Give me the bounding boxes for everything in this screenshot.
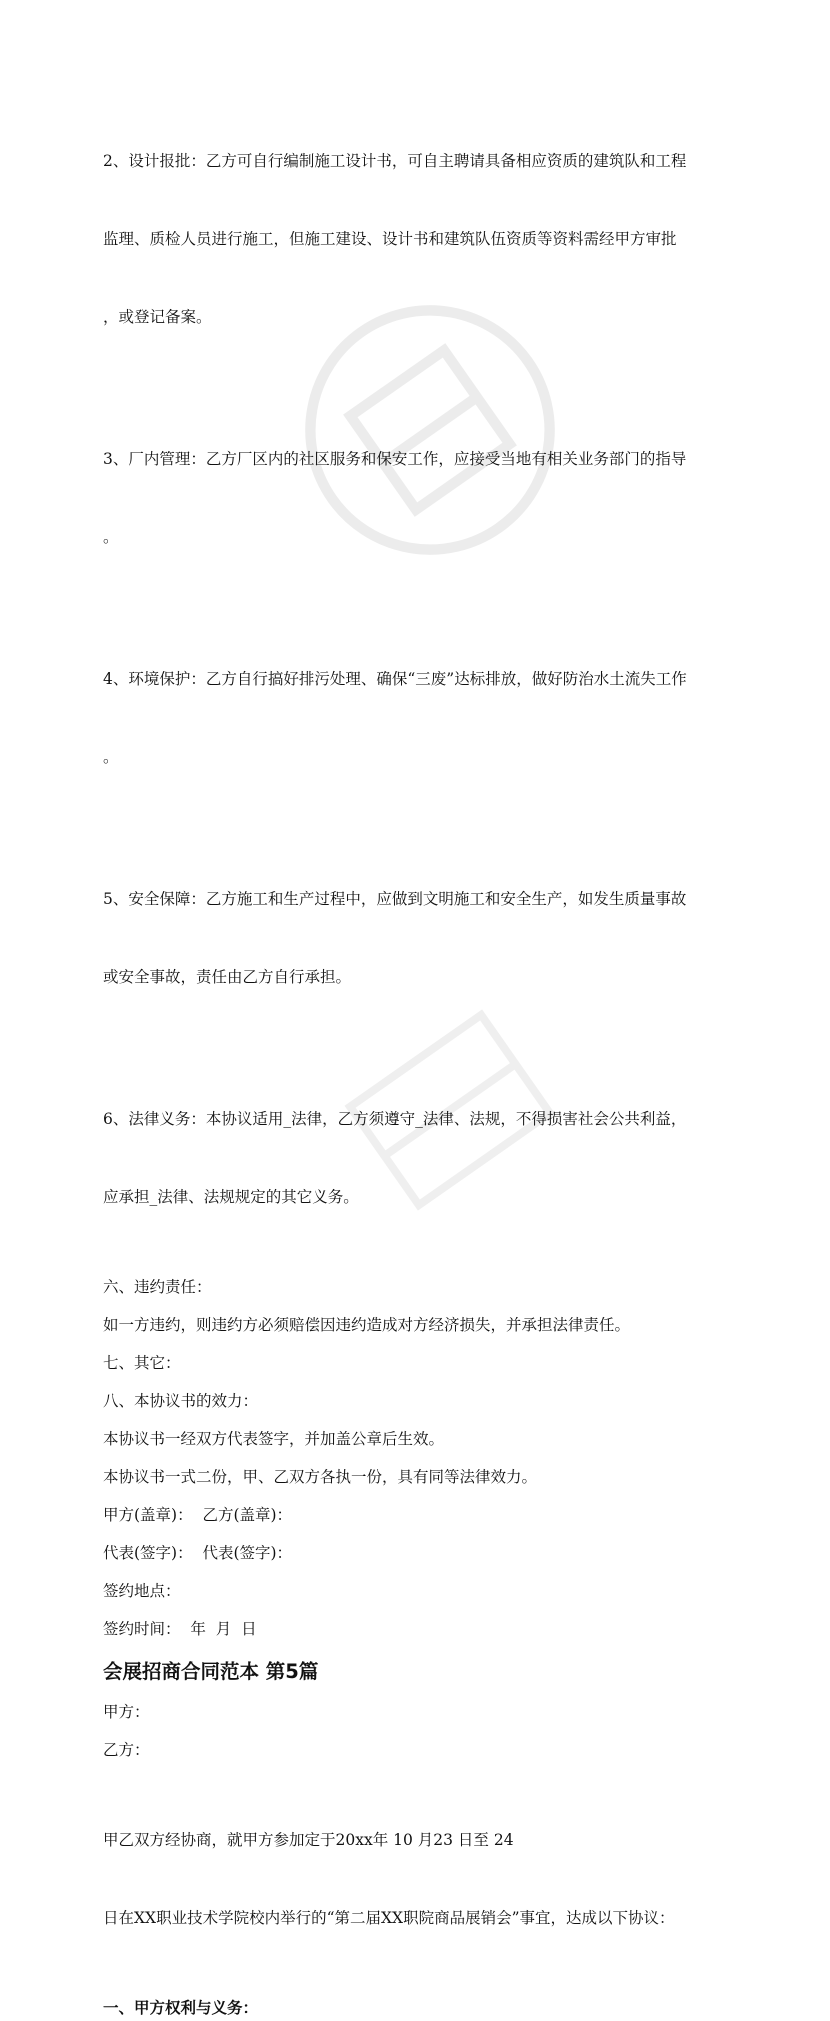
signing-place: 签约地点： <box>103 1582 181 1600</box>
text-line: 监理、质检人员进行施工，但施工建设、设计书和建筑队伍资质等资料需经甲方审批 <box>103 230 677 248</box>
text-line: 或安全事故，责任由乙方自行承担。 <box>103 968 352 986</box>
clause-design-approval <box>103 96 733 382</box>
section-title-breach: 六、违约责任： <box>103 1278 212 1296</box>
text-line: 应承担_法律、法规规定的其它义务。 <box>103 1188 359 1206</box>
text-line: 4、环境保护：乙方自行搞好排污处理、确保“三废”达标排放，做好防治水土流失工作 <box>103 670 687 688</box>
section-title-other: 七、其它： <box>103 1354 181 1372</box>
text-line: 甲乙双方经协商，就甲方参加定于20xx年 10 月23 日至 24 <box>103 1831 514 1849</box>
section-body-breach: 如一方违约，则违约方必须赔偿因违约造成对方经济损失，并承担法律责任。 <box>103 1316 631 1334</box>
party-b-label: 乙方： <box>103 1741 150 1759</box>
document-body <box>103 96 733 2021</box>
contract-heading: 会展招商合同范本 第5篇 <box>103 1660 319 1683</box>
section-title-validity: 八、本协议书的效力： <box>103 1392 259 1410</box>
text-line: 5、安全保障：乙方施工和生产过程中，应做到文明施工和安全生产，如发生质量事故 <box>103 890 687 908</box>
validity-body-2: 本协议书一式二份，甲、乙双方各执一份，具有同等法律效力。 <box>103 1468 538 1486</box>
validity-body-1: 本协议书一经双方代表签字，并加盖公章后生效。 <box>103 1430 445 1448</box>
party-a-label: 甲方： <box>103 1703 150 1721</box>
text-line: ，或登记备案。 <box>103 308 212 326</box>
clause-environment <box>103 614 733 822</box>
intro-paragraph <box>103 1775 733 1983</box>
clause-legal-obligations <box>103 1054 733 1262</box>
text-line: 。 <box>103 528 119 546</box>
text-line: 6、法律义务：本协议适用_法律，乙方须遵守_法律、法规，不得损害社会公共利益， <box>103 1110 687 1128</box>
text-line: 日在XX职业技术学院校内举行的“第二届XX职院商品展销会”事宜，达成以下协议： <box>103 1909 675 1927</box>
signature-line: 代表(签字)： 代表(签字)： <box>103 1544 293 1562</box>
seal-line: 甲方(盖章)： 乙方(盖章)： <box>103 1506 293 1524</box>
clause-safety <box>103 834 733 1042</box>
clause-plant-management <box>103 394 733 602</box>
text-line: 2、设计报批：乙方可自行编制施工设计书，可自主聘请具备相应资质的建筑队和工程 <box>103 152 687 170</box>
text-line: 。 <box>103 748 119 766</box>
section-title-party-a-rights: 一、甲方权利与义务： <box>103 1998 259 2017</box>
text-line: 3、厂内管理：乙方厂区内的社区服务和保安工作，应接受当地有相关业务部门的指导 <box>103 450 687 468</box>
signing-time: 签约时间： 年 月 日 <box>103 1620 257 1638</box>
